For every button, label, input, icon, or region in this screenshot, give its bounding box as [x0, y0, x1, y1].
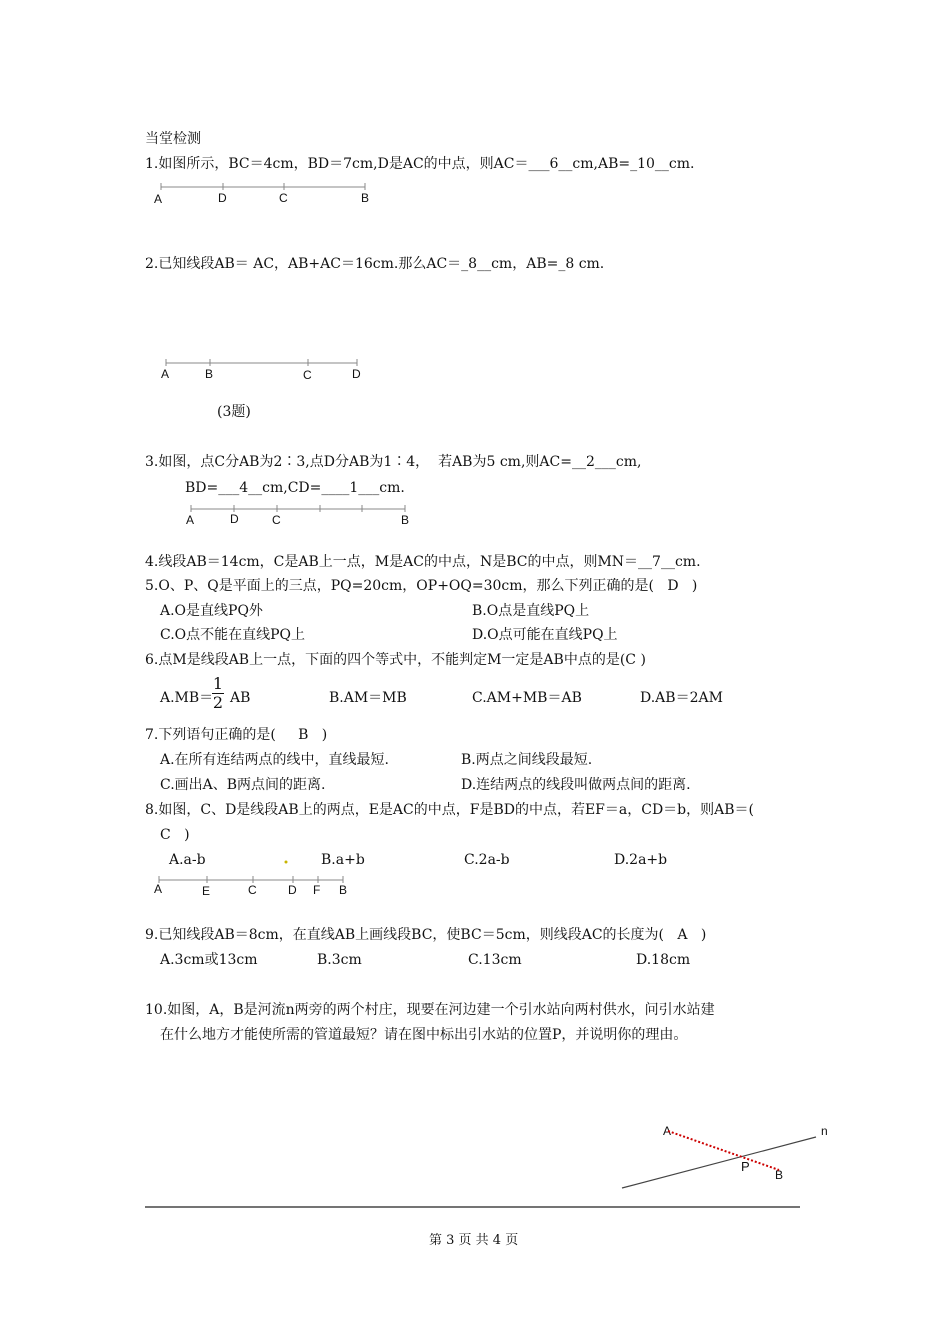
question-7: 7.下列语句正确的是( B ): [145, 727, 328, 743]
q1-label-d: D: [218, 191, 227, 205]
q7-option-b: B.两点之间线段最短.: [461, 752, 593, 768]
q1-segment: [161, 183, 365, 190]
q5-option-d: D.O点可能在直线PQ上: [472, 627, 618, 643]
q5-option-a: A.O是直线PQ外: [160, 603, 263, 619]
question-4: 4.线段AB＝14cm，C是AB上一点，M是AC的中点，N是BC的中点，则MN＝__7__cm.: [145, 554, 701, 570]
q6-option-a-suffix: AB: [230, 690, 251, 706]
q9-option-b: B.3cm: [317, 952, 362, 968]
stray-dot: [285, 861, 288, 864]
fig3-segment: [166, 359, 357, 366]
q8-label-f: F: [313, 883, 321, 897]
question-9: 9.已知线段AB＝8cm，在直线AB上画线段BC，使BC＝5cm，则线段AC的长度为( A ): [145, 927, 707, 943]
question-10-line-2: 在什么地方才能使所需的管道最短？请在图中标出引水站的位置P，并说明你的理由。: [160, 1027, 688, 1043]
question-1: 1.如图所示，BC＝4cm，BD＝7cm,D是AC的中点，则AC＝___6__cm,AB=_10__cm.: [145, 156, 695, 172]
q8-label-e: E: [202, 884, 211, 898]
q7-option-c: C.画出A、B两点间的距离.: [160, 777, 326, 793]
q3-label-b: B: [401, 513, 410, 527]
q6-option-c: C.AM+MB＝AB: [472, 690, 582, 706]
q8-option-a: A.a-b: [169, 852, 206, 868]
q3-label-d: D: [230, 512, 239, 526]
q8-segment: [159, 876, 343, 883]
fig3-label-b: B: [205, 367, 214, 381]
q8-label-c: C: [248, 883, 257, 897]
q3-segment: [191, 505, 405, 512]
fig3-caption: (3题): [217, 404, 251, 420]
q8-label-a: A: [154, 882, 163, 896]
q10-label-a: A: [663, 1124, 672, 1138]
question-8-line-2: C ): [160, 827, 190, 843]
fig3-label-a: A: [161, 367, 170, 381]
section-title: 当堂检测: [145, 131, 201, 147]
question-10-line-1: 10.如图，A，B是河流n两旁的两个村庄，现要在河边建一个引水站向两村供水，问引水站建: [145, 1002, 715, 1018]
q7-option-a: A.在所有连结两点的线中，直线最短.: [160, 752, 390, 768]
question-2: 2.已知线段AB＝ AC，AB+AC＝16cm.那么AC＝_8__cm，AB=_8 cm.: [145, 256, 605, 272]
q10-label-b: B: [775, 1168, 784, 1182]
fraction-denominator: 2: [212, 693, 224, 712]
q8-option-d: D.2a+b: [614, 852, 668, 868]
q9-option-c: C.13cm: [468, 952, 522, 968]
q10-label-p: P: [741, 1159, 750, 1174]
river-line-n: [622, 1137, 816, 1188]
question-5: 5.O、P、Q是平面上的三点，PQ=20cm，OP+OQ=30cm，那么下列正确的是( D ): [145, 578, 698, 594]
q6-option-a-prefix: A.MB＝: [160, 690, 214, 706]
q5-option-c: C.O点不能在直线PQ上: [160, 627, 306, 643]
q10-label-n: n: [821, 1124, 828, 1138]
q9-option-d: D.18cm: [636, 952, 691, 968]
q8-option-b: B.a+b: [321, 852, 365, 868]
q8-option-c: C.2a-b: [464, 852, 510, 868]
q6-option-d: D.AB＝2AM: [640, 690, 723, 706]
q3-label-a: A: [186, 513, 195, 527]
question-8-line-1: 8.如图，C、D是线段AB上的两点，E是AC的中点，F是BD的中点，若EF＝a，CD＝b，则AB＝(: [145, 802, 754, 818]
q3-label-c: C: [272, 513, 281, 527]
q8-label-d: D: [288, 883, 297, 897]
question-3-line-2: BD=___4__cm,CD=____1___cm.: [185, 480, 405, 496]
fig3-label-d: D: [352, 367, 361, 381]
fraction-numerator: 1: [212, 674, 224, 693]
q9-option-a: A.3cm或13cm: [160, 952, 258, 968]
page-footer: 第 3 页 共 4 页: [429, 1233, 519, 1248]
q5-option-b: B.O点是直线PQ上: [472, 603, 590, 619]
q7-option-d: D.连结两点的线段叫做两点间的距离.: [461, 777, 691, 793]
q1-label-b: B: [361, 191, 370, 205]
q6-option-b: B.AM＝MB: [329, 690, 407, 706]
q8-label-b: B: [339, 883, 348, 897]
question-6: 6.点M是线段AB上一点，下面的四个等式中，不能判定M一定是AB中点的是(C ): [145, 652, 646, 668]
q10-river-figure: [622, 1131, 816, 1188]
q1-label-a: A: [154, 192, 163, 206]
q1-label-c: C: [279, 191, 288, 205]
question-3-line-1: 3.如图，点C分AB为2∶3,点D分AB为1∶4， 若AB为5 cm,则AC=__2___cm,: [145, 454, 642, 470]
fig3-label-c: C: [303, 368, 312, 382]
